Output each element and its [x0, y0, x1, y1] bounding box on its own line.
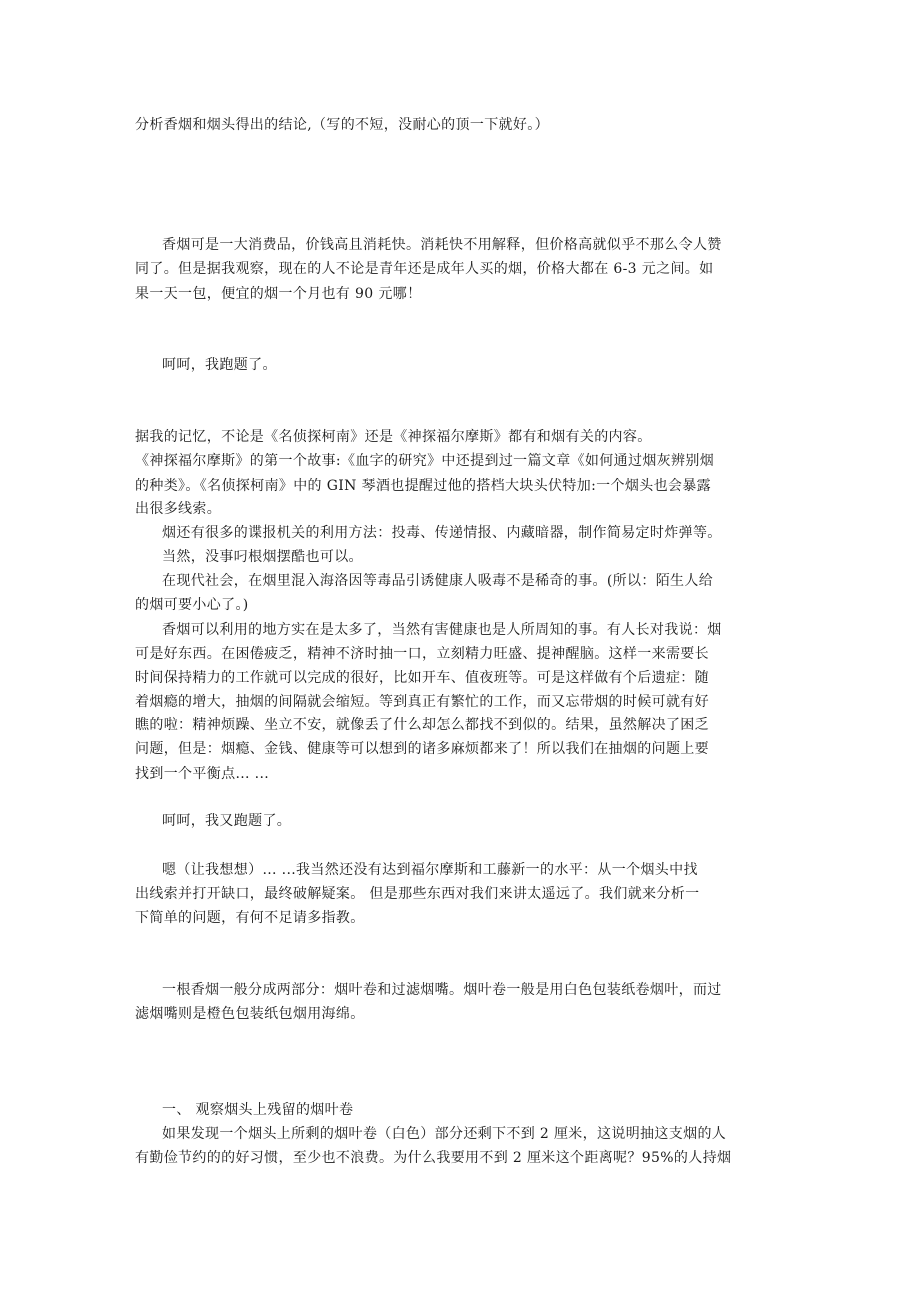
- paragraph-line: 时间保持精力的工作就可以完成的很好，比如开车、值夜班等。可是这样做有个后遗症：随: [135, 670, 709, 686]
- aside-line: 呵呵，我又跑题了。: [162, 813, 292, 829]
- paragraph-line: 香烟可以利用的地方实在是太多了，当然有害健康也是人所周知的事。有人长对我说：烟: [162, 622, 722, 638]
- paragraph-line: 下简单的问题，有何不足请多指教。: [135, 910, 365, 926]
- section-heading: 一、 观察烟头上残留的烟叶卷: [162, 1102, 354, 1118]
- title-line: 分析香烟和烟头得出的结论,（写的不短，没耐心的顶一下就好。）: [135, 117, 549, 133]
- paragraph-line: 同了。但是据我观察，现在的人不论是青年还是成年人买的烟，价格大都在 6-3 元之间。如: [135, 261, 714, 277]
- paragraph-line: 果一天一包，便宜的烟一个月也有 90 元哪！: [135, 286, 422, 302]
- paragraph-line: 据我的记忆，不论是《名侦探柯南》还是《神探福尔摩斯》都有和烟有关的内容。: [135, 429, 652, 445]
- paragraph-line: 着烟瘾的增大，抽烟的间隔就会缩短。等到真正有繁忙的工作，而又忘带烟的时候可就有好: [135, 694, 709, 710]
- paragraph-line: 一根香烟一般分成两部分：烟叶卷和过滤烟嘴。烟叶卷一般是用白色包装纸卷烟叶，而过: [162, 982, 722, 998]
- paragraph-line: 找到一个平衡点... ...: [135, 766, 270, 782]
- paragraph-line: 烟还有很多的谍报机关的利用方法：投毒、传递情报、内藏暗器，制作简易定时炸弹等。: [162, 525, 722, 541]
- paragraph-line: 《神探福尔摩斯》的第一个故事:《血字的研究》中还提到过一篇文章《如何通过烟灰辨别烟: [135, 453, 715, 469]
- paragraph-line: 嗯（让我想想）... ...我当然还没有达到福尔摩斯和工藤新一的水平：从一个烟头中找: [162, 862, 698, 878]
- paragraph-line: 出很多线索。: [135, 501, 222, 517]
- paragraph-line: 在现代社会，在烟里混入海洛因等毒品引诱健康人吸毒不是稀奇的事。(所以：陌生人给: [162, 573, 714, 589]
- paragraph-line: 出线索并打开缺口，最终破解疑案。 但是那些东西对我们来讲太遥远了。我们就来分析一: [135, 886, 700, 902]
- paragraph-line: 的烟可要小心了。): [135, 597, 249, 613]
- paragraph-line: 如果发现一个烟头上所剩的烟叶卷（白色）部分还剩下不到 2 厘米，这说明抽这支烟的人: [162, 1126, 727, 1142]
- paragraph-line: 滤烟嘴则是橙色包装纸包烟用海绵。: [135, 1006, 365, 1022]
- paragraph-line: 问题，但是：烟瘾、金钱、健康等可以想到的诸多麻烦都来了！所以我们在抽烟的问题上要: [135, 741, 709, 757]
- paragraph-line: 香烟可是一大消费品，价钱高且消耗快。消耗快不用解释，但价格高就似乎不那么令人赞: [162, 237, 722, 253]
- paragraph-line: 瞧的啦：精神烦躁、坐立不安，就像丢了什么却怎么都找不到似的。结果，虽然解决了困乏: [135, 717, 709, 733]
- paragraph-line: 可是好东西。在困倦疲乏，精神不济时抽一口，立刻精力旺盛、提神醒脑。这样一来需要长: [135, 646, 709, 662]
- aside-line: 呵呵，我跑题了。: [162, 357, 277, 373]
- paragraph-line: 有勤俭节约的的好习惯，至少也不浪费。为什么我要用不到 2 厘米这个距离呢？95%的人持烟: [135, 1150, 732, 1166]
- paragraph-line: 当然，没事叼根烟摆酷也可以。: [162, 549, 363, 565]
- paragraph-line: 的种类》。《名侦探柯南》中的 GIN 琴酒也提醒过他的搭档大块头伏特加:一个烟头也会暴露: [135, 478, 711, 494]
